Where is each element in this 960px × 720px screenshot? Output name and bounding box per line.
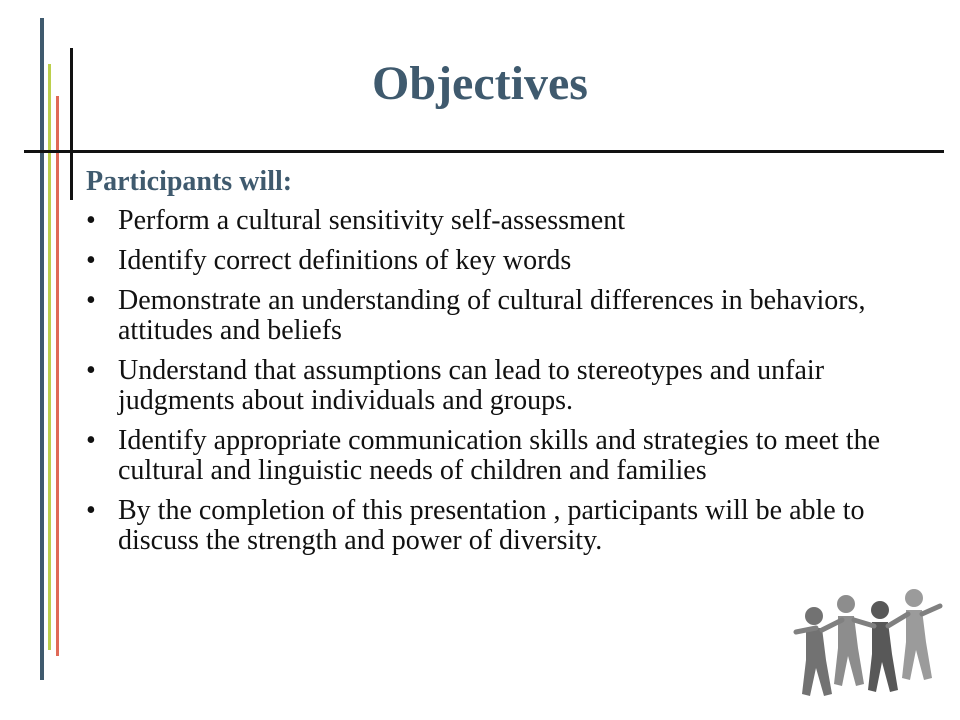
list-item xyxy=(86,246,946,276)
list-item xyxy=(86,286,946,346)
list-item xyxy=(86,426,946,486)
bullet-text: Demonstrate an understanding of cultural differences in behaviors, attitudes and beliefs xyxy=(118,285,866,346)
title-rule xyxy=(24,150,944,153)
intro-text: Participants will: xyxy=(86,166,293,197)
bullet-text: Perform a cultural sensitivity self-assessment xyxy=(118,205,625,236)
objectives-list xyxy=(86,206,946,566)
bullet-text: Identify appropriate communication skills and strategies to meet the cultural and linguistic needs of children and families xyxy=(118,425,881,486)
slide-title: Objectives xyxy=(372,57,588,110)
accent-line-red xyxy=(56,96,59,656)
people-chain-icon xyxy=(786,576,946,706)
bullet-text: Identify correct definitions of key words xyxy=(118,245,572,276)
list-item xyxy=(86,356,946,416)
accent-line-blue xyxy=(40,18,44,680)
bullet-mark: • xyxy=(86,355,96,386)
list-item xyxy=(86,496,946,556)
bullet-text: Understand that assumptions can lead to stereotypes and unfair judgments about individuals and groups. xyxy=(118,355,825,416)
bullet-mark: • xyxy=(86,425,96,456)
bullet-mark: • xyxy=(86,285,96,316)
bullet-text: By the completion of this presentation , participants will be able to discuss the strength and power of diversity. xyxy=(118,495,865,556)
bullet-mark: • xyxy=(86,495,96,526)
list-item xyxy=(86,206,946,236)
bullet-mark: • xyxy=(86,245,96,276)
bullet-mark: • xyxy=(86,205,96,236)
